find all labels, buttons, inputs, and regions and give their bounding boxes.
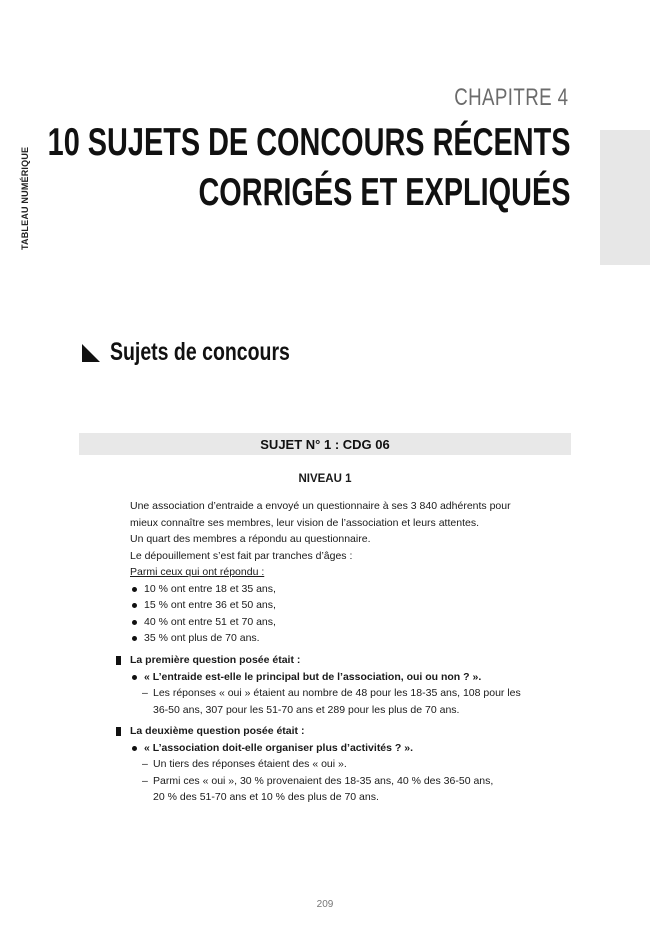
bullet-dot-icon — [132, 675, 137, 680]
chapter-title-line-1: 10 SUJETS DE CONCOURS RÉCENTS — [47, 121, 570, 164]
square-bullet-icon — [116, 727, 121, 736]
intro-line: Une association d’entraide a envoyé un questionnaire à ses 3 840 adhérents pour — [130, 500, 511, 512]
answer-line: 36-50 ans, 307 pour les 51-70 ans et 289 pour les plus de 70 ans. — [153, 703, 460, 716]
question-2-heading — [115, 723, 570, 740]
intro-line: mieux connaître ses membres, leur vision de l’association et leurs attentes. — [130, 516, 479, 529]
intro-line: Un quart des membres a répondu au questionnaire. — [130, 533, 371, 545]
question-1-question: « L’entraide est-elle le principal but de l’association, oui ou non ? ». — [144, 670, 482, 683]
answer-line: Parmi ces « oui », 30 % provenaient des 18-35 ans, 40 % des 36-50 ans, — [153, 774, 494, 787]
list-item: 15 % ont entre 36 et 50 ans, — [130, 597, 570, 614]
sujet-title-bar — [79, 433, 571, 455]
chapter-label: CHAPITRE 4 — [453, 84, 568, 111]
triangle-icon — [80, 342, 102, 364]
answer-line: 20 % des 51-70 ans et 10 % des plus de 70 ans. — [153, 791, 379, 803]
intro-text — [130, 498, 570, 647]
answer-line: Les réponses « oui » étaient au nombre de 48 pour les 18-35 ans, 108 pour les — [153, 687, 521, 699]
dash-icon: – — [142, 774, 148, 787]
question-2-head-text: La deuxième question posée était : — [130, 725, 305, 737]
bullet-dot-icon — [132, 746, 137, 751]
question-2-block — [115, 723, 570, 806]
square-bullet-icon — [116, 656, 121, 665]
side-tab-label: TABLEAU NUMÉRIQUE — [20, 146, 30, 250]
answer-line: Un tiers des réponses étaient des « oui ». — [153, 758, 347, 770]
list-item: 40 % ont entre 51 et 70 ans, — [130, 614, 570, 631]
section-title: Sujets de concours — [110, 338, 290, 366]
dash-icon: – — [142, 687, 148, 699]
sujet-title: SUJET N° 1 : CDG 06 — [260, 436, 390, 452]
dash-icon: – — [142, 758, 148, 770]
question-1-head-text: La première question posée était : — [130, 654, 301, 666]
question-1-block — [115, 652, 570, 718]
question-2-question: « L’association doit-elle organiser plus d’activités ? ». — [144, 741, 413, 754]
list-item: 35 % ont plus de 70 ans. — [130, 630, 570, 647]
list-item: 10 % ont entre 18 et 35 ans, — [130, 581, 570, 598]
niveau-label: NIVEAU 1 — [298, 473, 352, 485]
section-heading — [80, 338, 341, 367]
chapter-title-line-2: CORRIGÉS ET EXPLIQUÉS — [197, 171, 570, 214]
side-tab[interactable] — [600, 130, 650, 265]
question-2-text — [115, 740, 570, 757]
page-number: 209 — [316, 899, 334, 910]
question-2-answer-2 — [115, 773, 570, 806]
question-1-answer — [115, 685, 570, 718]
question-1-heading — [115, 652, 570, 669]
chapter-title — [47, 118, 570, 218]
question-2-answer-1 — [115, 756, 570, 773]
age-bullet-list — [130, 581, 570, 647]
question-1-text — [115, 669, 570, 686]
intro-underlined: Parmi ceux qui ont répondu : — [130, 566, 265, 578]
intro-line: Le dépouillement s’est fait par tranches d’âges : — [130, 549, 353, 562]
